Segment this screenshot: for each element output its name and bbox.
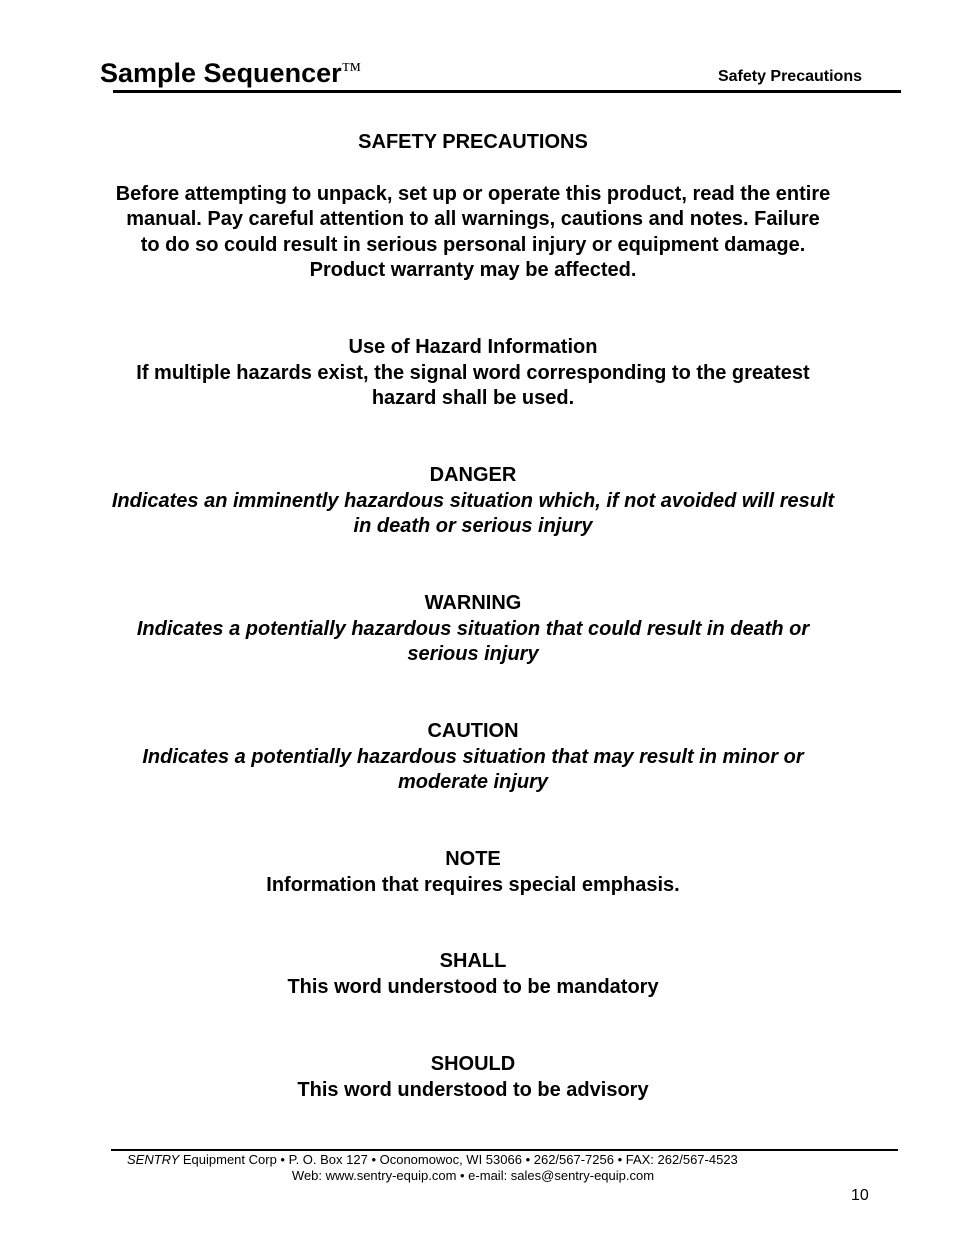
term-word: CAUTION — [427, 720, 519, 742]
term-definition: serious injury — [407, 643, 539, 666]
term-definition: Indicates a potentially hazardous situation that could result in death or — [136, 617, 810, 640]
term-warning — [60, 591, 886, 668]
intro-line: Before attempting to unpack, set up or operate this product, read the entire — [115, 182, 831, 205]
header-rule — [113, 90, 901, 93]
intro-line: manual. Pay careful attention to all warnings, cautions and notes. Failure — [126, 208, 820, 231]
term-definition: This word understood to be mandatory — [287, 975, 659, 998]
term-should — [60, 1052, 886, 1103]
term-danger — [60, 463, 886, 540]
term-definition: This word understood to be advisory — [297, 1078, 649, 1101]
document-title — [100, 58, 361, 89]
term-note — [60, 847, 886, 898]
page-number: 10 — [851, 1187, 869, 1204]
trademark-symbol: ™ — [341, 59, 362, 81]
intro-block — [60, 130, 886, 284]
address-text: Equipment Corp • P. O. Box 127 • Oconomowoc, WI 53066 • 262/567-7256 • FAX: 262/567-4523 — [179, 1152, 738, 1167]
term-word: DANGER — [429, 464, 517, 486]
hazard-info-block — [60, 335, 886, 412]
hazard-info-line: hazard shall be used. — [371, 387, 575, 410]
company-name: SENTRY — [127, 1152, 180, 1167]
footer-rule — [111, 1149, 898, 1151]
intro-line: to do so could result in serious personal injury or equipment damage. — [140, 233, 806, 256]
term-definition: Information that requires special emphasis. — [266, 873, 680, 896]
term-definition: Indicates an imminently hazardous situation which, if not avoided will result — [111, 489, 835, 512]
term-word: SHALL — [439, 950, 507, 972]
term-definition: Indicates a potentially hazardous situation that may result in minor or — [142, 745, 804, 768]
intro-line: Product warranty may be affected. — [309, 259, 637, 282]
term-caution — [60, 719, 886, 796]
title-text: Sample Sequencer — [100, 58, 342, 88]
page-heading: SAFETY PRECAUTIONS — [358, 131, 588, 153]
footer-contact: Web: www.sentry-equip.com • e-mail: sales@sentry-equip.com — [291, 1168, 655, 1183]
hazard-info-heading: Use of Hazard Information — [348, 336, 598, 358]
term-word: WARNING — [424, 592, 522, 614]
section-name: Safety Precautions — [717, 68, 862, 85]
term-definition: moderate injury — [397, 771, 549, 794]
term-shall — [60, 949, 886, 1000]
hazard-info-line: If multiple hazards exist, the signal word corresponding to the greatest — [136, 361, 810, 384]
term-word: SHOULD — [430, 1053, 516, 1075]
term-word: NOTE — [445, 848, 501, 870]
footer-address — [127, 1152, 738, 1167]
term-definition: in death or serious injury — [353, 515, 593, 538]
